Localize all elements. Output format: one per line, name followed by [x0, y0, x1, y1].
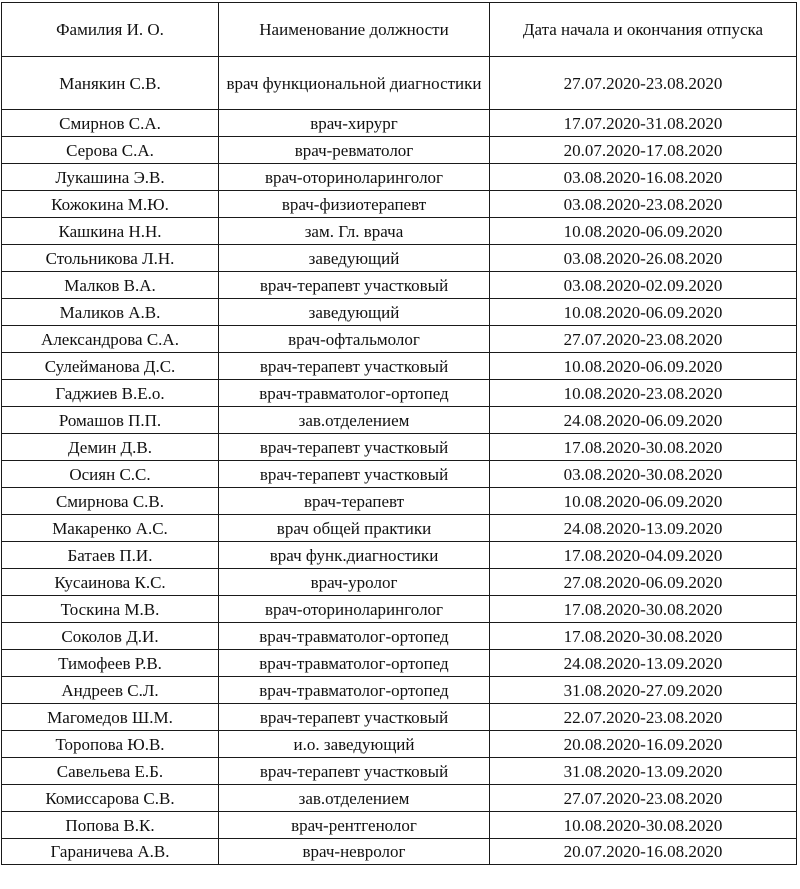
- cell-position: врач-терапевт участковый: [219, 704, 490, 731]
- cell-dates: 10.08.2020-30.08.2020: [490, 812, 797, 839]
- vacation-table: [1, 2, 797, 865]
- table-row: [2, 596, 797, 623]
- cell-dates: 10.08.2020-06.09.2020: [490, 488, 797, 515]
- table-row: [2, 731, 797, 758]
- table-row: [2, 137, 797, 164]
- cell-position: и.о. заведующий: [219, 731, 490, 758]
- cell-position: врач функ.диагностики: [219, 542, 490, 569]
- cell-dates: 27.08.2020-06.09.2020: [490, 569, 797, 596]
- cell-position: врач-травматолог-ортопед: [219, 380, 490, 407]
- cell-position: врач-офтальмолог: [219, 326, 490, 353]
- table-row: [2, 758, 797, 785]
- table-row: [2, 488, 797, 515]
- table-row: [2, 245, 797, 272]
- cell-position: заведующий: [219, 299, 490, 326]
- cell-dates: 03.08.2020-23.08.2020: [490, 191, 797, 218]
- cell-name: Тимофеев Р.В.: [2, 650, 219, 677]
- cell-name: Соколов Д.И.: [2, 623, 219, 650]
- cell-position: врач-терапевт участковый: [219, 758, 490, 785]
- cell-name: Осиян С.С.: [2, 461, 219, 488]
- cell-name: Смирнова С.В.: [2, 488, 219, 515]
- cell-name: Серова С.А.: [2, 137, 219, 164]
- header-name: Фамилия И. О.: [2, 3, 219, 57]
- cell-position: врач-хирург: [219, 110, 490, 137]
- cell-dates: 03.08.2020-30.08.2020: [490, 461, 797, 488]
- cell-dates: 10.08.2020-06.09.2020: [490, 353, 797, 380]
- cell-dates: 03.08.2020-26.08.2020: [490, 245, 797, 272]
- cell-dates: 17.07.2020-31.08.2020: [490, 110, 797, 137]
- cell-name: Тоскина М.В.: [2, 596, 219, 623]
- cell-name: Смирнов С.А.: [2, 110, 219, 137]
- cell-position: врач общей практики: [219, 515, 490, 542]
- table-row: [2, 677, 797, 704]
- cell-name: Гаджиев В.Е.о.: [2, 380, 219, 407]
- cell-dates: 03.08.2020-16.08.2020: [490, 164, 797, 191]
- table-body: [2, 57, 797, 865]
- cell-position: врач-травматолог-ортопед: [219, 677, 490, 704]
- cell-name: Кашкина Н.Н.: [2, 218, 219, 245]
- cell-dates: 31.08.2020-13.09.2020: [490, 758, 797, 785]
- cell-position: врач функциональной диагностики: [219, 57, 490, 110]
- cell-position: врач-уролог: [219, 569, 490, 596]
- cell-dates: 24.08.2020-13.09.2020: [490, 515, 797, 542]
- table-row: [2, 650, 797, 677]
- table-row: [2, 569, 797, 596]
- cell-name: Магомедов Ш.М.: [2, 704, 219, 731]
- cell-position: врач-терапевт участковый: [219, 353, 490, 380]
- cell-dates: 03.08.2020-02.09.2020: [490, 272, 797, 299]
- cell-position: врач-терапевт участковый: [219, 434, 490, 461]
- cell-dates: 20.08.2020-16.09.2020: [490, 731, 797, 758]
- table-row: [2, 164, 797, 191]
- cell-name: Савельева Е.Б.: [2, 758, 219, 785]
- cell-dates: 24.08.2020-13.09.2020: [490, 650, 797, 677]
- cell-name: Стольникова Л.Н.: [2, 245, 219, 272]
- cell-name: Манякин С.В.: [2, 57, 219, 110]
- table-row: [2, 812, 797, 839]
- cell-position: врач-травматолог-ортопед: [219, 650, 490, 677]
- header-row: [2, 3, 797, 57]
- cell-name: Андреев С.Л.: [2, 677, 219, 704]
- cell-dates: 17.08.2020-30.08.2020: [490, 623, 797, 650]
- cell-name: Батаев П.И.: [2, 542, 219, 569]
- table-row: [2, 461, 797, 488]
- table-row: [2, 434, 797, 461]
- cell-dates: 10.08.2020-06.09.2020: [490, 218, 797, 245]
- cell-name: Кожокина М.Ю.: [2, 191, 219, 218]
- cell-position: врач-терапевт участковый: [219, 272, 490, 299]
- cell-dates: 27.07.2020-23.08.2020: [490, 57, 797, 110]
- table-row: [2, 542, 797, 569]
- cell-dates: 27.07.2020-23.08.2020: [490, 326, 797, 353]
- cell-name: Демин Д.В.: [2, 434, 219, 461]
- cell-dates: 27.07.2020-23.08.2020: [490, 785, 797, 812]
- cell-position: врач-травматолог-ортопед: [219, 623, 490, 650]
- table-row: [2, 839, 797, 865]
- header-position: Наименование должности: [219, 3, 490, 57]
- table-row: [2, 326, 797, 353]
- table-row: [2, 299, 797, 326]
- table-row: [2, 57, 797, 110]
- table-row: [2, 407, 797, 434]
- cell-dates: 17.08.2020-30.08.2020: [490, 434, 797, 461]
- cell-dates: 17.08.2020-30.08.2020: [490, 596, 797, 623]
- cell-name: Лукашина Э.В.: [2, 164, 219, 191]
- cell-name: Александрова С.А.: [2, 326, 219, 353]
- cell-dates: 20.07.2020-16.08.2020: [490, 839, 797, 865]
- table-row: [2, 353, 797, 380]
- table-row: [2, 191, 797, 218]
- cell-position: врач-рентгенолог: [219, 812, 490, 839]
- cell-name: Торопова Ю.В.: [2, 731, 219, 758]
- cell-position: врач-оториноларинголог: [219, 596, 490, 623]
- table-row: [2, 515, 797, 542]
- cell-dates: 20.07.2020-17.08.2020: [490, 137, 797, 164]
- cell-dates: 24.08.2020-06.09.2020: [490, 407, 797, 434]
- cell-name: Гараничева А.В.: [2, 839, 219, 865]
- cell-name: Малков В.А.: [2, 272, 219, 299]
- cell-name: Макаренко А.С.: [2, 515, 219, 542]
- cell-dates: 10.08.2020-06.09.2020: [490, 299, 797, 326]
- cell-name: Попова В.К.: [2, 812, 219, 839]
- table-row: [2, 623, 797, 650]
- cell-name: Сулейманова Д.С.: [2, 353, 219, 380]
- cell-dates: 22.07.2020-23.08.2020: [490, 704, 797, 731]
- cell-position: врач-терапевт: [219, 488, 490, 515]
- header-dates: Дата начала и окончания отпуска: [490, 3, 797, 57]
- cell-position: зам. Гл. врача: [219, 218, 490, 245]
- cell-position: врач-невролог: [219, 839, 490, 865]
- cell-position: врач-терапевт участковый: [219, 461, 490, 488]
- cell-name: Ромашов П.П.: [2, 407, 219, 434]
- cell-position: врач-физиотерапевт: [219, 191, 490, 218]
- table-row: [2, 785, 797, 812]
- table-row: [2, 704, 797, 731]
- cell-dates: 31.08.2020-27.09.2020: [490, 677, 797, 704]
- cell-name: Кусаинова К.С.: [2, 569, 219, 596]
- table-row: [2, 110, 797, 137]
- cell-dates: 10.08.2020-23.08.2020: [490, 380, 797, 407]
- cell-name: Комиссарова С.В.: [2, 785, 219, 812]
- table-row: [2, 380, 797, 407]
- table-row: [2, 218, 797, 245]
- cell-name: Маликов А.В.: [2, 299, 219, 326]
- cell-position: зав.отделением: [219, 407, 490, 434]
- cell-position: врач-оториноларинголог: [219, 164, 490, 191]
- cell-position: заведующий: [219, 245, 490, 272]
- table-row: [2, 272, 797, 299]
- cell-position: зав.отделением: [219, 785, 490, 812]
- cell-dates: 17.08.2020-04.09.2020: [490, 542, 797, 569]
- cell-position: врач-ревматолог: [219, 137, 490, 164]
